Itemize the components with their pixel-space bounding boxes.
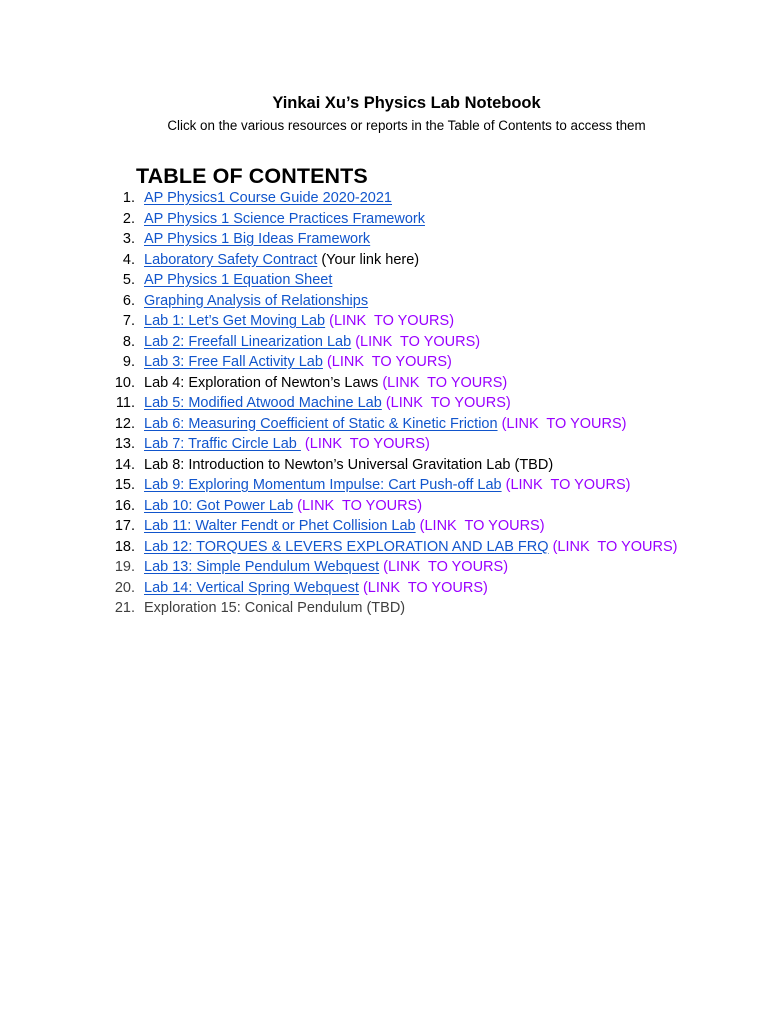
toc-item <box>0 352 768 373</box>
toc-item <box>0 578 768 599</box>
toc-item-label: Exploration 15: Conical Pendulum (TBD) <box>144 600 406 616</box>
toc-item-content <box>144 270 332 291</box>
toc-item-content <box>144 209 425 230</box>
toc-item-link[interactable]: Lab 9: Exploring Momentum Impulse: Cart Push-off Lab <box>144 477 502 493</box>
toc-item-link[interactable]: Lab 14: Vertical Spring Webquest <box>144 579 359 596</box>
toc-list <box>0 188 768 619</box>
link-to-yours-note: (LINK TO YOURS) <box>322 354 452 370</box>
toc-item-number: 7. <box>122 313 135 329</box>
toc-item-content <box>144 455 553 476</box>
toc-item-number: 8. <box>122 333 135 350</box>
toc-item-number: 12. <box>114 415 135 432</box>
toc-item-link[interactable]: Lab 3: Free Fall Activity Lab <box>144 354 323 370</box>
toc-item <box>0 332 768 353</box>
toc-item-link[interactable]: Lab 12: TORQUES & LEVERS EXPLORATION AND LAB FRQ <box>144 538 549 555</box>
toc-item <box>0 496 768 517</box>
toc-item-content <box>144 475 631 496</box>
toc-item-link[interactable]: AP Physics 1 Science Practices Framework <box>144 210 425 227</box>
link-to-yours-note: (LINK TO YOURS) <box>358 579 488 596</box>
toc-item-link[interactable]: Lab 13: Simple Pendulum Webquest <box>144 559 380 575</box>
toc-item-content <box>144 598 405 619</box>
toc-item-link[interactable]: Laboratory Safety Contract <box>144 251 318 268</box>
link-to-yours-note: (LINK TO YOURS) <box>381 395 511 411</box>
toc-item-content <box>144 311 454 332</box>
toc-item-content <box>144 332 480 353</box>
toc-heading: TABLE OF CONTENTS <box>136 164 368 188</box>
toc-item-link[interactable]: Lab 2: Freefall Linearization Lab <box>144 333 352 350</box>
toc-item-content <box>144 250 419 271</box>
toc-item <box>0 455 768 476</box>
toc-item-link[interactable]: Lab 5: Modified Atwood Machine Lab <box>144 395 382 411</box>
toc-item-content <box>144 557 508 578</box>
toc-item <box>0 557 768 578</box>
toc-item-number: 13. <box>114 436 135 452</box>
toc-item-content <box>144 537 677 558</box>
toc-item-number: 18. <box>114 538 135 555</box>
toc-item-content <box>144 434 430 455</box>
link-to-yours-note: (LINK TO YOURS) <box>378 374 508 391</box>
toc-item <box>0 311 768 332</box>
toc-item-link[interactable]: Lab 10: Got Power Lab <box>144 497 294 514</box>
toc-item-number: 5. <box>122 272 135 288</box>
link-to-yours-note: (LINK TO YOURS) <box>351 333 481 350</box>
toc-item-number: 14. <box>114 456 135 473</box>
toc-item-label: Lab 8: Introduction to Newton’s Universal Gravitation Lab (TBD) <box>144 456 554 473</box>
toc-item-content <box>144 393 511 414</box>
link-to-yours-note: (LINK TO YOURS) <box>497 415 627 432</box>
link-to-yours-note: (LINK TO YOURS) <box>300 436 430 452</box>
toc-item-content <box>144 496 422 517</box>
link-to-yours-note: (LINK TO YOURS) <box>501 477 631 493</box>
link-to-yours-note: (LINK TO YOURS) <box>293 497 423 514</box>
link-to-yours-note: (LINK TO YOURS) <box>325 313 455 329</box>
toc-item-number: 17. <box>114 518 135 534</box>
toc-item <box>0 291 768 312</box>
toc-item-number: 20. <box>114 579 135 596</box>
toc-item-link[interactable]: AP Physics1 Course Guide 2020-2021 <box>144 190 392 206</box>
toc-item-number: 16. <box>114 497 135 514</box>
toc-item-number: 9. <box>122 354 135 370</box>
toc-item <box>0 229 768 250</box>
toc-item-number: 19. <box>114 559 135 575</box>
toc-item <box>0 209 768 230</box>
link-to-yours-note: (LINK TO YOURS) <box>548 538 678 555</box>
toc-item-content <box>144 516 545 537</box>
toc-item <box>0 414 768 435</box>
toc-item <box>0 250 768 271</box>
link-to-yours-note: (LINK TO YOURS) <box>379 559 509 575</box>
toc-item <box>0 516 768 537</box>
toc-item-number: 11. <box>115 395 135 411</box>
toc-item-number: 21. <box>114 600 135 616</box>
toc-item-label: (Your link here) <box>317 251 420 268</box>
toc-item-number: 1. <box>122 190 135 206</box>
toc-item-content <box>144 414 626 435</box>
document-subtitle: Click on the various resources or reports in the Table of Contents to access them <box>167 118 646 133</box>
toc-item-label: Lab 4: Exploration of Newton’s Laws <box>144 374 379 391</box>
toc-item-number: 10. <box>114 374 135 391</box>
toc-item-content <box>144 352 452 373</box>
toc-item-link[interactable]: Lab 6: Measuring Coefficient of Static & Kinetic Friction <box>144 415 498 432</box>
toc-item-number: 6. <box>122 292 135 309</box>
toc-item-content <box>144 188 392 209</box>
toc-item <box>0 537 768 558</box>
toc-item <box>0 393 768 414</box>
toc-item-link[interactable]: Lab 1: Let’s Get Moving Lab <box>144 313 326 329</box>
toc-item <box>0 270 768 291</box>
toc-item-content <box>144 229 370 250</box>
toc-item-number: 2. <box>122 210 135 227</box>
toc-item-link[interactable]: Lab 11: Walter Fendt or Phet Collision Lab <box>144 518 416 534</box>
toc-item <box>0 598 768 619</box>
toc-item-content <box>144 373 507 394</box>
toc-item-content <box>144 578 488 599</box>
toc-item-link[interactable]: Lab 7: Traffic Circle Lab <box>144 436 301 452</box>
toc-item-number: 4. <box>122 251 135 268</box>
toc-item <box>0 188 768 209</box>
toc-item <box>0 434 768 455</box>
toc-item-link[interactable]: Graphing Analysis of Relationships <box>144 292 369 309</box>
toc-item <box>0 373 768 394</box>
document-title: Yinkai Xu’s Physics Lab Notebook <box>272 94 541 112</box>
toc-item-number: 3. <box>122 231 135 247</box>
toc-item-link[interactable]: AP Physics 1 Equation Sheet <box>144 272 333 288</box>
toc-item-number: 15. <box>114 477 135 493</box>
toc-item-content <box>144 291 368 312</box>
link-to-yours-note: (LINK TO YOURS) <box>415 518 545 534</box>
toc-item-link[interactable]: AP Physics 1 Big Ideas Framework <box>144 231 371 247</box>
toc-item <box>0 475 768 496</box>
